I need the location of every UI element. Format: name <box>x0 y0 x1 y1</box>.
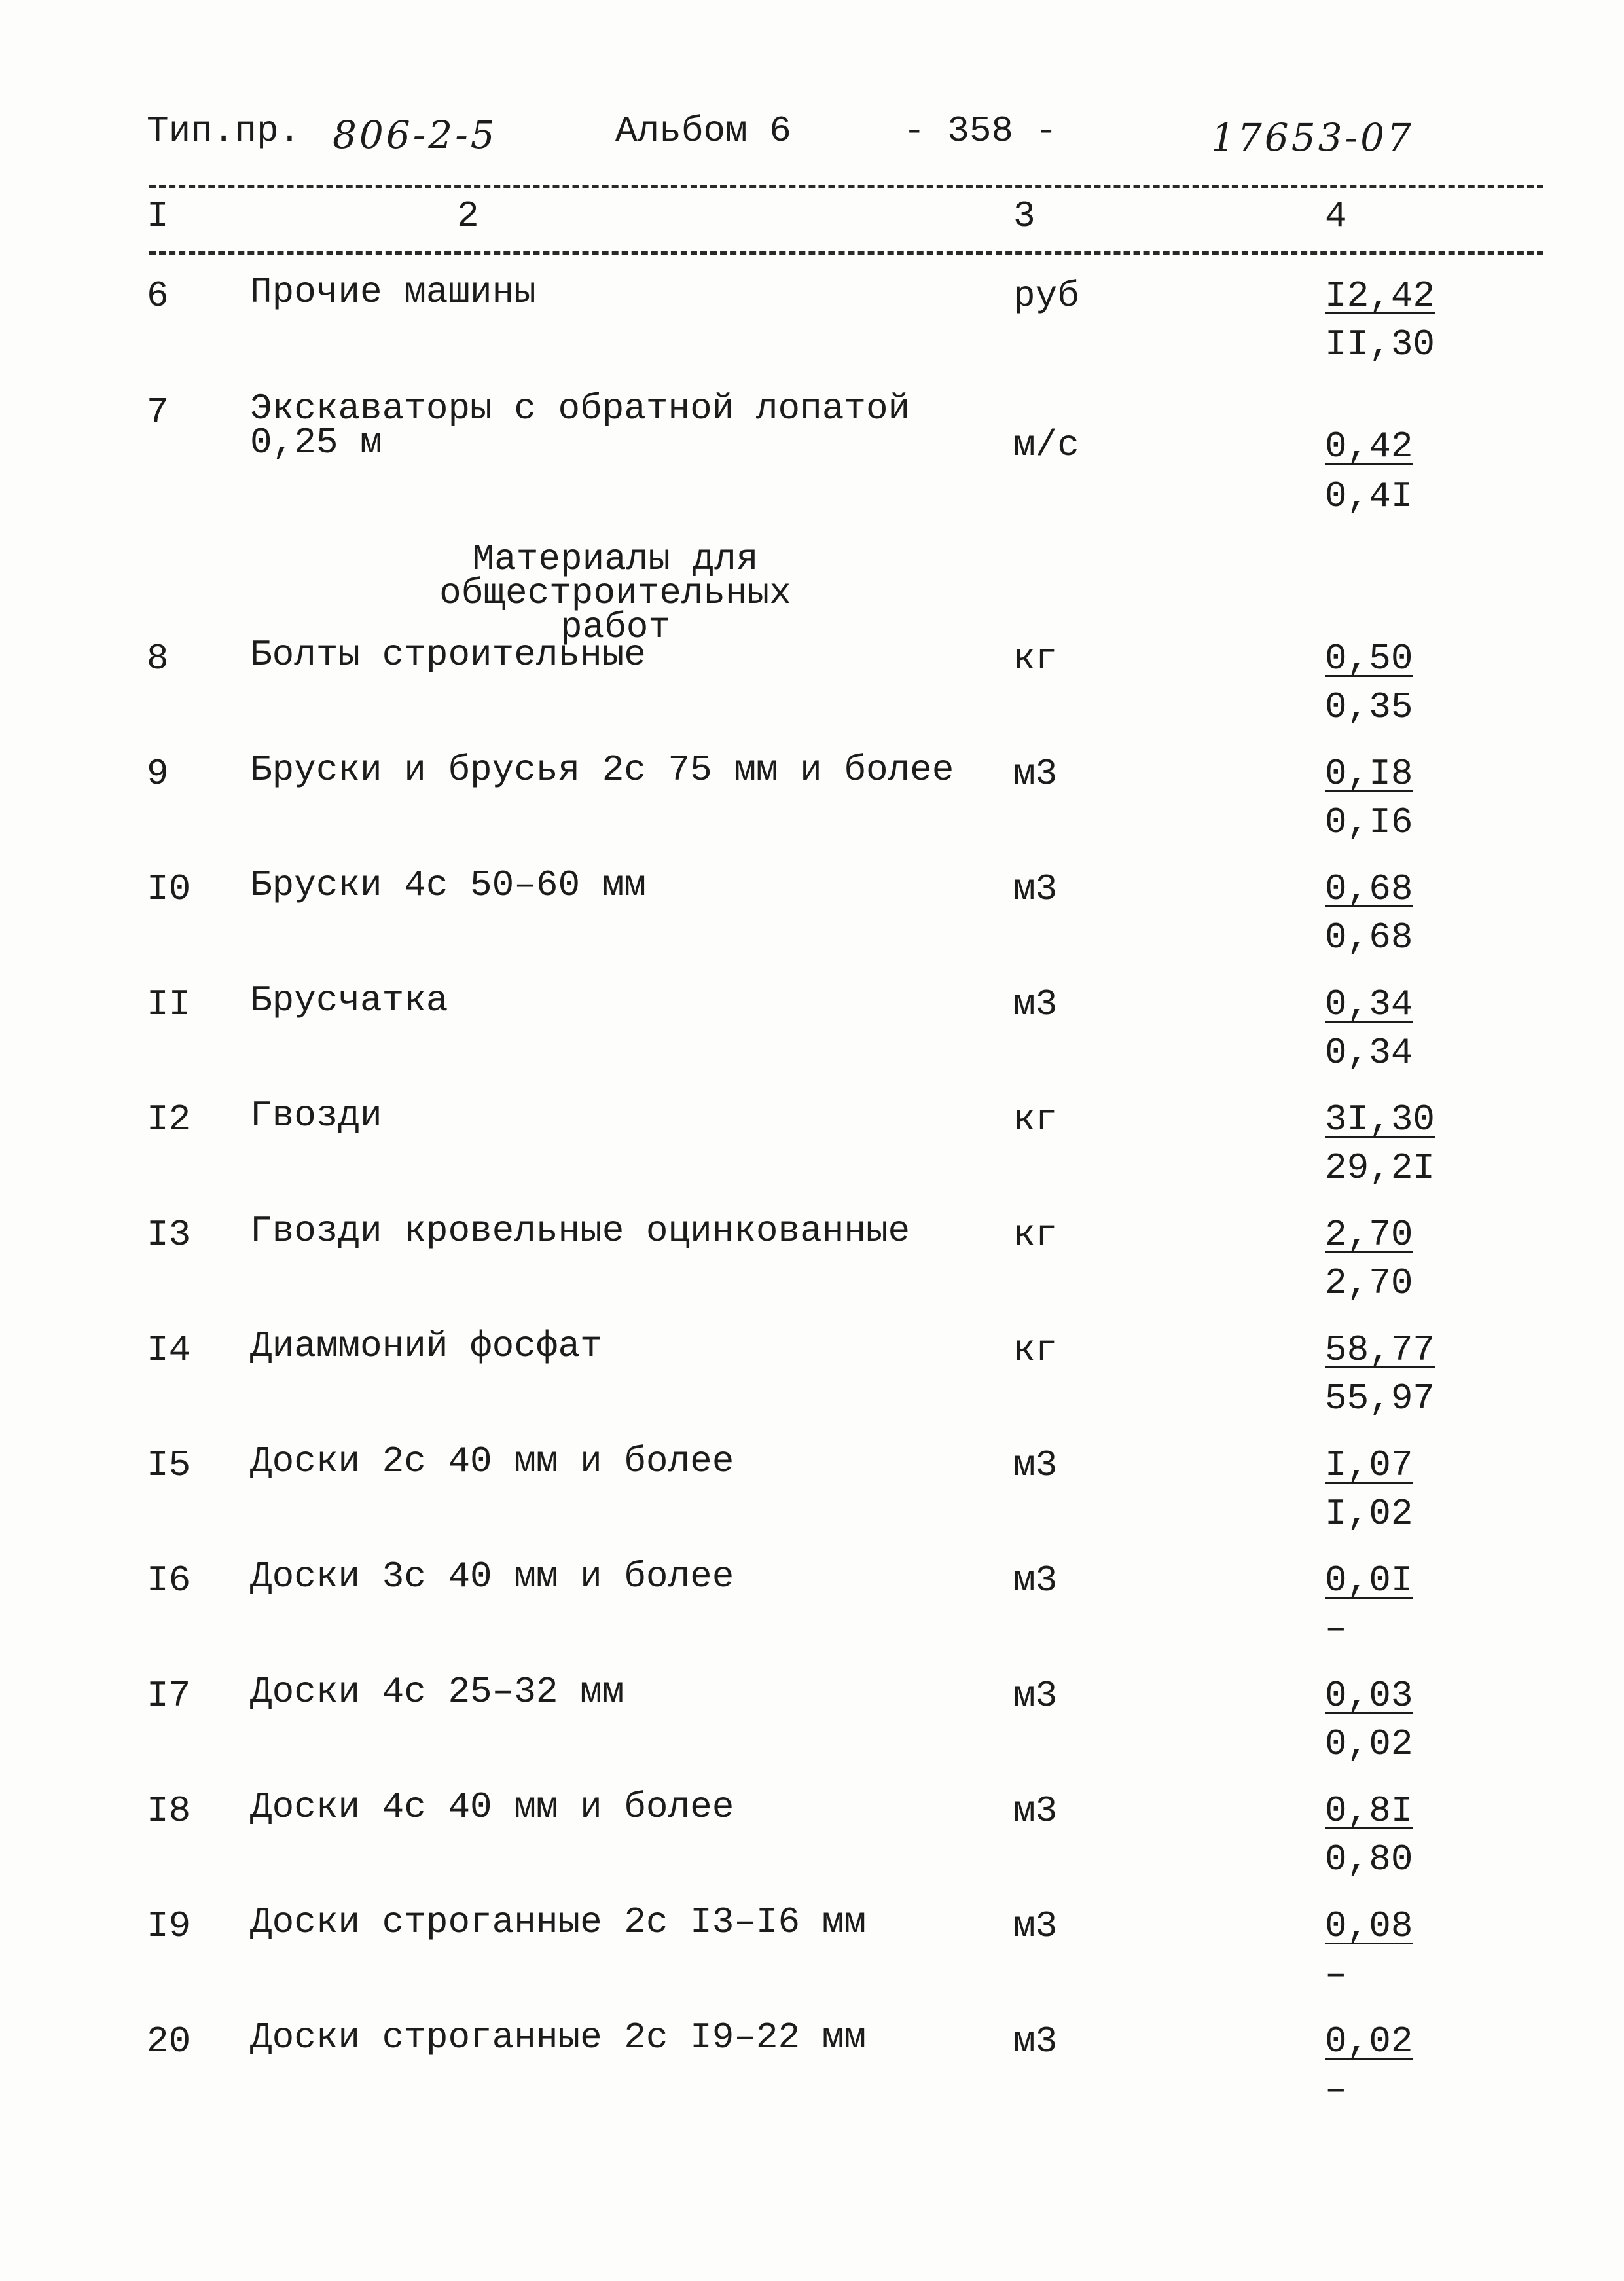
row-value-top: 0,34 <box>1325 983 1413 1025</box>
row-name: Гвозди кровельные оцинкованные <box>250 1210 911 1252</box>
row-name: Диаммоний фосфат <box>250 1325 602 1367</box>
row-unit: кг <box>1013 638 1058 680</box>
row-name: Бруски 4с 50–60 мм <box>250 864 646 906</box>
table-row <box>0 1671 1624 1779</box>
table-row <box>0 1325 1624 1434</box>
row-number: I2 <box>147 1099 191 1140</box>
row-value-bottom: 29,2I <box>1325 1147 1435 1189</box>
row-value-top: 0,08 <box>1325 1905 1413 1947</box>
rule-bottom <box>149 251 1543 255</box>
row-unit: м3 <box>1013 1790 1058 1832</box>
row-value-top: 0,50 <box>1325 638 1413 680</box>
row-unit: м3 <box>1013 1560 1058 1601</box>
table-row <box>0 864 1624 973</box>
table-row <box>0 979 1624 1088</box>
header-sheet-code: 17653-07 <box>1211 115 1414 160</box>
table-row <box>0 749 1624 858</box>
row-value-bottom: – <box>1325 1608 1347 1650</box>
row-number: 6 <box>147 275 169 317</box>
row-number: I5 <box>147 1444 191 1486</box>
row-name-continued: 0,25 м <box>250 422 382 464</box>
row-name: Прочие машины <box>250 271 536 313</box>
row-value-bottom: 0,4I <box>1325 475 1413 517</box>
table-row <box>0 1440 1624 1549</box>
section-heading-line2: работ <box>560 606 671 648</box>
row-unit: м3 <box>1013 868 1058 910</box>
row-number: 8 <box>147 638 169 680</box>
table-row <box>0 271 1624 380</box>
row-name: Гвозди <box>250 1095 382 1137</box>
row-value-bottom: II,30 <box>1325 323 1435 365</box>
row-value-top: 58,77 <box>1325 1329 1435 1371</box>
row-name: Бруски и брусья 2с 75 мм и более <box>250 749 954 791</box>
row-value-bottom: – <box>1325 1954 1347 1996</box>
row-name: Доски строганные 2с I9–22 мм <box>250 2016 866 2058</box>
table-row <box>0 634 1624 742</box>
table-row <box>0 1901 1624 2010</box>
row-unit: м3 <box>1013 2020 1058 2062</box>
row-name: Экскаваторы с обратной лопатой <box>250 388 911 429</box>
row-unit: м3 <box>1013 1905 1058 1947</box>
row-number: II <box>147 983 191 1025</box>
row-unit: м3 <box>1013 753 1058 795</box>
row-unit: кг <box>1013 1214 1058 1256</box>
section-heading <box>288 538 943 648</box>
row-value-bottom: 2,70 <box>1325 1262 1413 1304</box>
row-value-bottom: 0,68 <box>1325 917 1413 958</box>
table-row <box>0 1556 1624 1664</box>
row-number: I4 <box>147 1329 191 1371</box>
row-name: Доски 4с 40 мм и более <box>250 1786 734 1828</box>
table-row <box>0 2016 1624 2125</box>
row-unit: кг <box>1013 1099 1058 1140</box>
row-unit: м3 <box>1013 1444 1058 1486</box>
row-number: I7 <box>147 1675 191 1717</box>
row-name: Доски 4с 25–32 мм <box>250 1671 624 1713</box>
row-value-top: 2,70 <box>1325 1214 1413 1256</box>
section-heading-line1: Материалы для общестроительных <box>439 538 791 614</box>
row-value-top: 0,0I <box>1325 1560 1413 1601</box>
row-unit: кг <box>1013 1329 1058 1371</box>
row-value-bottom: 0,35 <box>1325 686 1413 728</box>
col-header-3: 3 <box>1013 195 1036 237</box>
table-row <box>0 1786 1624 1895</box>
header-typ-label: Тип.пр. <box>147 110 301 152</box>
table-row <box>0 1095 1624 1203</box>
row-value-bottom: 0,I6 <box>1325 801 1413 843</box>
row-value-top: 0,I8 <box>1325 753 1413 795</box>
row-value-bottom: 55,97 <box>1325 1378 1435 1419</box>
row-value-top: 0,03 <box>1325 1675 1413 1717</box>
row-value-top: I,07 <box>1325 1444 1413 1486</box>
row-number: 7 <box>147 392 169 433</box>
row-unit: м3 <box>1013 983 1058 1025</box>
table-row <box>0 1210 1624 1319</box>
row-value-bottom: I,02 <box>1325 1493 1413 1535</box>
row-number: I6 <box>147 1560 191 1601</box>
row-value-bottom: 0,02 <box>1325 1723 1413 1765</box>
col-header-2: 2 <box>457 195 479 237</box>
col-header-4: 4 <box>1325 195 1347 237</box>
row-name: Брусчатка <box>250 979 448 1021</box>
row-unit: м3 <box>1013 1675 1058 1717</box>
row-value-top: I2,42 <box>1325 275 1435 317</box>
header-project-number: 806-2-5 <box>333 113 497 157</box>
row-value-top: 0,42 <box>1325 426 1413 467</box>
row-name: Доски 2с 40 мм и более <box>250 1440 734 1482</box>
row-number: 20 <box>147 2020 191 2062</box>
rule-top <box>149 185 1543 188</box>
row-unit: руб <box>1013 275 1079 317</box>
row-value-top: 3I,30 <box>1325 1099 1435 1140</box>
row-value-bottom: – <box>1325 2069 1347 2111</box>
row-number: I3 <box>147 1214 191 1256</box>
row-number: I8 <box>147 1790 191 1832</box>
row-value-bottom: 0,80 <box>1325 1838 1413 1880</box>
col-header-1: I <box>147 195 169 237</box>
row-number: I9 <box>147 1905 191 1947</box>
row-unit: м/с <box>1013 424 1079 466</box>
row-name: Доски 3с 40 мм и более <box>250 1556 734 1597</box>
header-page-number: - 358 - <box>903 110 1058 152</box>
row-number: I0 <box>147 868 191 910</box>
row-value-top: 0,8I <box>1325 1790 1413 1832</box>
header-album: Альбом 6 <box>615 110 791 152</box>
table-row <box>0 388 1624 522</box>
row-number: 9 <box>147 753 169 795</box>
row-value-bottom: 0,34 <box>1325 1032 1413 1074</box>
row-name: Доски строганные 2с I3–I6 мм <box>250 1901 866 1943</box>
row-value-top: 0,02 <box>1325 2020 1413 2062</box>
row-value-top: 0,68 <box>1325 868 1413 910</box>
row-name: Болты строительные <box>250 634 646 676</box>
